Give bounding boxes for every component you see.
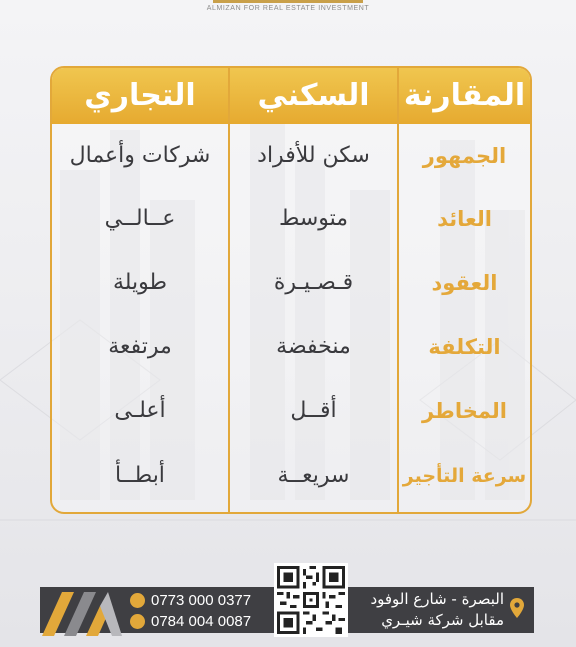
cell-residential: متوسط (278, 206, 349, 231)
brand-tagline: ALMIZAN FOR REAL ESTATE INVESTMENT (206, 5, 370, 12)
cell-commercial: أعلـى (114, 398, 166, 423)
phone-numbers (130, 590, 251, 632)
row-label: سرعة التأجير (402, 465, 527, 487)
cell-residential: منخفضة (276, 334, 351, 359)
row-label: المخاطر (421, 399, 508, 423)
phone-icon (130, 614, 145, 629)
cell-commercial: طويلة (112, 270, 168, 295)
phone-row (130, 611, 251, 632)
brand-logo-fragment (213, 0, 363, 3)
brand-header (0, 0, 576, 15)
comparison-table (50, 66, 532, 514)
cell-commercial: مرتفعة (108, 334, 172, 359)
cell-residential: قـصـيـرة (273, 270, 354, 295)
phone-icon (130, 593, 145, 608)
address-line: البصرة - شارع الوفود (370, 590, 504, 608)
location-pin-icon (510, 598, 524, 618)
cell-commercial: شركات وأعمال (69, 143, 211, 168)
company-logo-icon (42, 588, 122, 638)
qr-code[interactable] (274, 563, 348, 637)
phone-row (130, 590, 251, 611)
address (352, 589, 504, 631)
cell-residential: سكن للأفراد (257, 143, 370, 168)
address-line: مقابل شركة شيـري (381, 611, 504, 629)
phone-number[interactable]: 0784 004 0087 (151, 613, 252, 630)
header-commercial: التجاري (84, 78, 196, 113)
cell-commercial: أبطــأ (115, 463, 165, 488)
row-label: الجمهور (422, 144, 507, 168)
phone-number[interactable]: 0773 000 0377 (151, 592, 252, 609)
cell-commercial: عــالــي (104, 206, 176, 231)
row-label: التكلفة (428, 335, 501, 359)
cell-residential: أقــل (290, 398, 337, 423)
row-label: العقود (431, 271, 498, 295)
header-residential: السكني (257, 78, 370, 113)
cell-residential: سريعــة (277, 463, 350, 488)
row-label: العائد (437, 207, 492, 231)
header-criteria: المقارنة (403, 78, 526, 113)
